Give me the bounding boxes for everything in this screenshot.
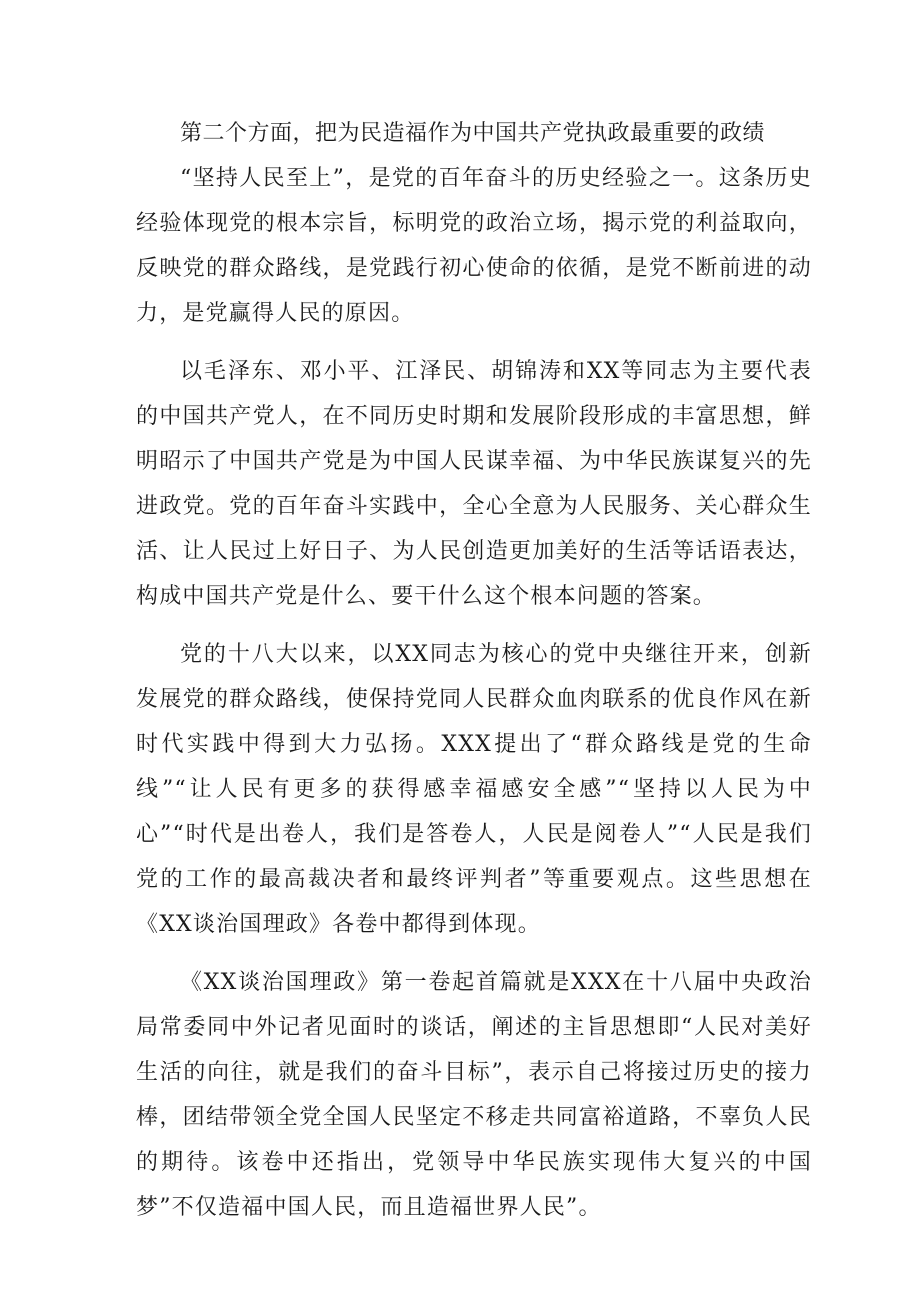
paragraph-2: 以毛泽东、邓小平、江泽民、胡锦涛和XX等同志为主要代表的中国共产党人，在不同历史时期和发展阶段形成的丰富思想，鲜明昭示了中国共产党是为中国人民谋幸福、为中华民族谋复兴的先进政党。党的百年奋斗实践中，全心全意为人民服务、关心群众生活、让人民过上好日子、为人民创造更加美好的生活等话语表达，构成中国共产党是什么、要干什么这个根本问题的答案。 bbox=[136, 359, 812, 609]
paragraph-3: 党的十八大以来，以XX同志为核心的党中央继往开来，创新发展党的群众路线，使保持党同人民群众血肉联系的优良作风在新时代实践中得到大力弘扬。XXX提出了“群众路线是党的生命线”“让人民有更多的获得感幸福感安全感”“坚持以人民为中心”“时代是出卷人，我们是答卷人，人民是阅卷人”“人民是我们党的工作的最高裁决者和最终评判者”等重要观点。这些思想在《XX谈治国理政》各卷中都得到体现。 bbox=[136, 642, 812, 937]
paragraph-4: 《XX谈治国理政》第一卷起首篇就是XXX在十八届中央政治局常委同中外记者见面时的谈话，阐述的主旨思想即“人民对美好生活的向往，就是我们的奋斗目标”，表示自己将接过历史的接力棒，团结带领全党全国人民坚定不移走共同富裕道路，不辜负人民的期待。该卷中还指出，党领导中华民族实现伟大复兴的中国梦”不仅造福中国人民，而且造福世界人民”。 bbox=[136, 970, 812, 1220]
section-heading: 第二个方面，把为民造福作为中国共产党执政最重要的政绩 bbox=[180, 121, 766, 146]
paragraph-1: “坚持人民至上”，是党的百年奋斗的历史经验之一。这条历史经验体现党的根本宗旨，标明党的政治立场，揭示党的利益取向，反映党的群众路线，是党践行初心使命的依循，是党不断前进的动力，是党赢得人民的原因。 bbox=[136, 166, 812, 326]
document-body bbox=[136, 111, 812, 1243]
